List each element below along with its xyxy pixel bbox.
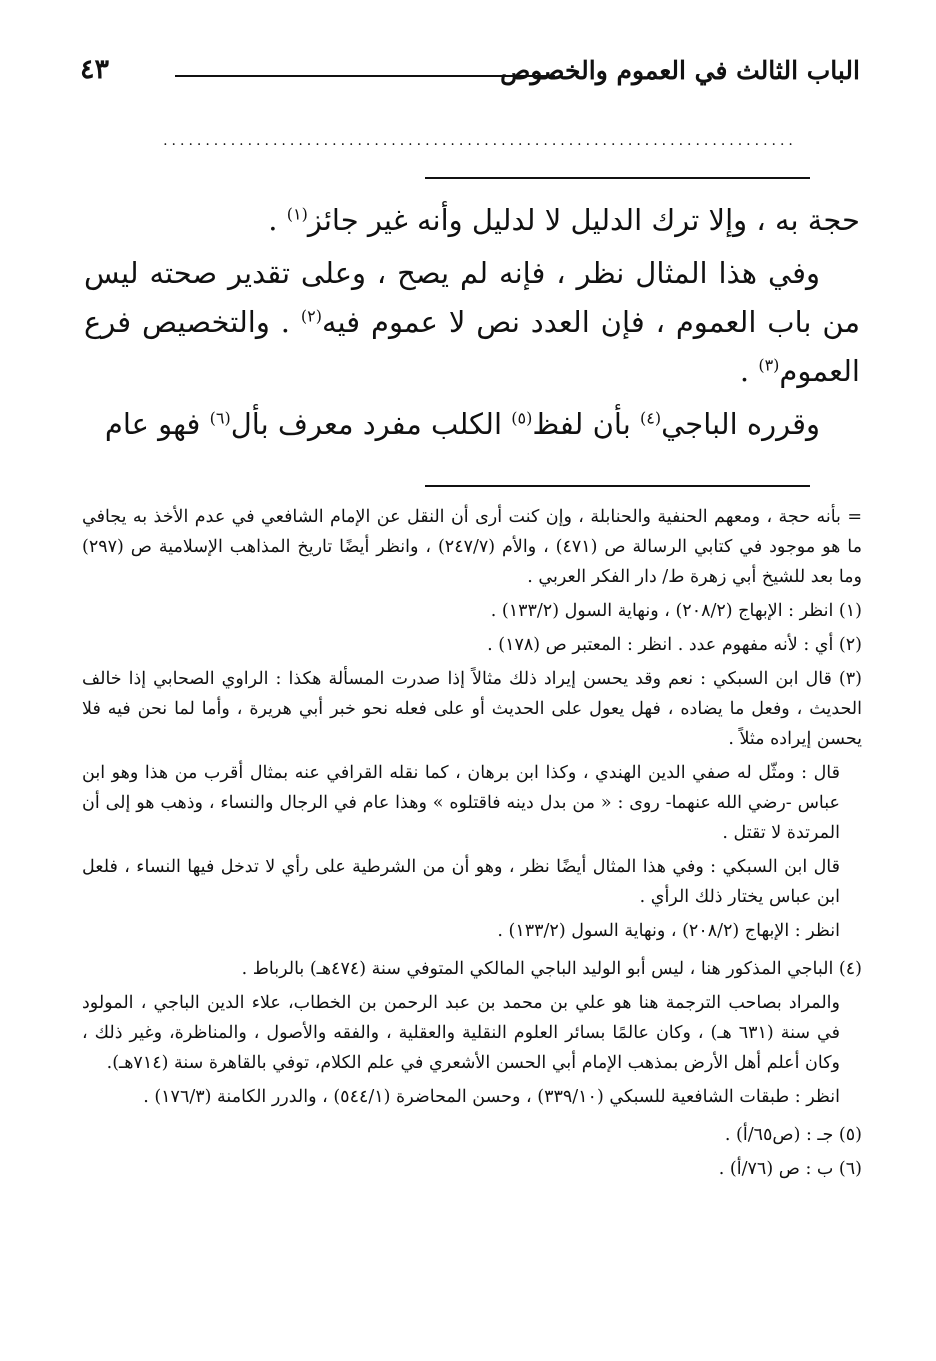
- footnote-4: (٤) الباجي المذكور هنا ، ليس أبو الوليد الباجي المالكي المتوفي سنة (٤٧٤هـ) بالرباط .: [241, 959, 862, 979]
- footnote-4-biography: والمراد بصاحب الترجمة هنا هو علي بن محمد بن عبد الرحمن بن الخطاب، علاء الدين الباجي ، المولود في سنة (٦٣١ هـ) ، وكان عالمًا بسائر العلوم النقلية والعقلية ، والفقه والأصول ، والمناظرة، وغير ذلك ، وكان أعلم أهل الأرض بمذهب الإمام أبي الحسن الأشعري في علم الكلام، توفي بالقاهرة سنة (٧١٤هـ).: [82, 993, 840, 1073]
- paragraph-3-text-c: الكلب مفرد معرف بأل: [230, 407, 512, 441]
- paragraph-2-end: .: [739, 354, 759, 388]
- footnote-continuation: = بأنه حجة ، ومعهم الحنفية والحنابلة ، وإن كنت أرى أن النقل عن الإمام الشافعي في عدم الأخذ به يجافي ما هو موجود في كتابي الرسالة ص (٤٧١) ، والأم (٢٤٧/٧) ، وانظر أيضًا تاريخ المذاهب الإسلامية ص (٢٩٧) وما بعد للشيخ أبي زهرة ط/ دار الفكر العربي .: [82, 507, 862, 587]
- paragraph-2-text-a: وفي هذا المثال نظر ، فإنه لم يصح ، وعلى تقدير صحته ليس من باب العموم ، فإن العدد نص لا عموم فيه: [84, 256, 860, 339]
- paragraph-3: [84, 400, 860, 449]
- continuation-rule: [425, 177, 810, 179]
- running-header: [80, 56, 860, 96]
- footnote-separator: [425, 485, 810, 487]
- footnote-ref-5[interactable]: (٥): [511, 408, 533, 428]
- footnote-2: (٢) أي : لأنه مفهوم عدد . انظر : المعتبر ص (١٧٨) .: [487, 635, 862, 655]
- footnote-ref-2[interactable]: (٢): [300, 306, 322, 326]
- omission-dots: ...........................................................................: [163, 136, 797, 146]
- footnote-3-part-2: قال : ومثّل له صفي الدين الهندي ، وكذا ابن برهان ، كما نقله القرافي عنه بمثال أقرب من هذا وهو ابن عباس -رضي الله عنهما- روى : « من بدل دينه فاقتلوه » وهذا عام في الرجال والنساء ، وذهب هو إلى أن المرتدة لا تقتل .: [82, 763, 840, 843]
- footnotes: [82, 502, 862, 1188]
- footnote-3: (٣) قال ابن السبكي : نعم وقد يحسن إيراد ذلك مثالاً إذا صدرت المسألة هكذا : الراوي الصحابي إذا خالف الحديث ، وفعل ما يضاده ، فهل يعول على الحديث أو على فعله نحو خبر أبي هريرة ، وأما لما نحن فيه فلا يحسن إيراده مثلاً .: [82, 669, 862, 749]
- paragraph-3-text-a: وقرره الباجي: [661, 407, 820, 441]
- footnote-ref-3[interactable]: (٣): [758, 355, 780, 375]
- chapter-title: الباب الثالث في العموم والخصوص: [500, 56, 860, 85]
- footnote-ref-4[interactable]: (٤): [640, 408, 662, 428]
- footnote-6: (٦) ب : ص (٧٦/أ) .: [718, 1159, 862, 1179]
- paragraph-1-text: حجة به ، وإلا ترك الدليل لا لدليل وأنه غير جائز: [307, 203, 860, 237]
- main-text: [84, 196, 860, 453]
- header-rule: [175, 75, 555, 77]
- footnote-5: (٥) جـ : (ص٦٥/أ) .: [724, 1125, 862, 1145]
- footnote-3-part-3: قال ابن السبكي : وفي هذا المثال أيضًا نظر ، وهو أن من الشرطية على رأي لا تدخل فيها النساء ، فلعل ابن عباس يختار ذلك الرأي .: [82, 857, 840, 907]
- footnote-ref-1[interactable]: (١): [286, 204, 308, 224]
- paragraph-2: [84, 249, 860, 396]
- footnote-1: (١) انظر : الإبهاج (٢٠٨/٢) ، ونهاية السول (١٣٣/٢) .: [490, 601, 862, 621]
- paragraph-2-text-b: . والتخصيص فرع العموم: [84, 305, 860, 388]
- footnote-3-sources: انظر : الإبهاج (٢٠٨/٢) ، ونهاية السول (١٣٣/٢) .: [497, 921, 840, 941]
- footnote-4-sources: انظر : طبقات الشافعية للسبكي (٣٣٩/١٠) ، وحسن المحاضرة (٥٤٤/١) ، والدرر الكامنة (١٧٦/٣) .: [143, 1087, 840, 1107]
- paragraph-1: [84, 196, 860, 245]
- paragraph-1-end: .: [268, 203, 287, 237]
- paragraph-3-text-d: فهو عام: [104, 407, 210, 441]
- paragraph-3-text-b: بأن لفظ: [532, 407, 641, 441]
- page-number: ٤٣: [80, 54, 110, 85]
- footnote-ref-6[interactable]: (٦): [209, 408, 231, 428]
